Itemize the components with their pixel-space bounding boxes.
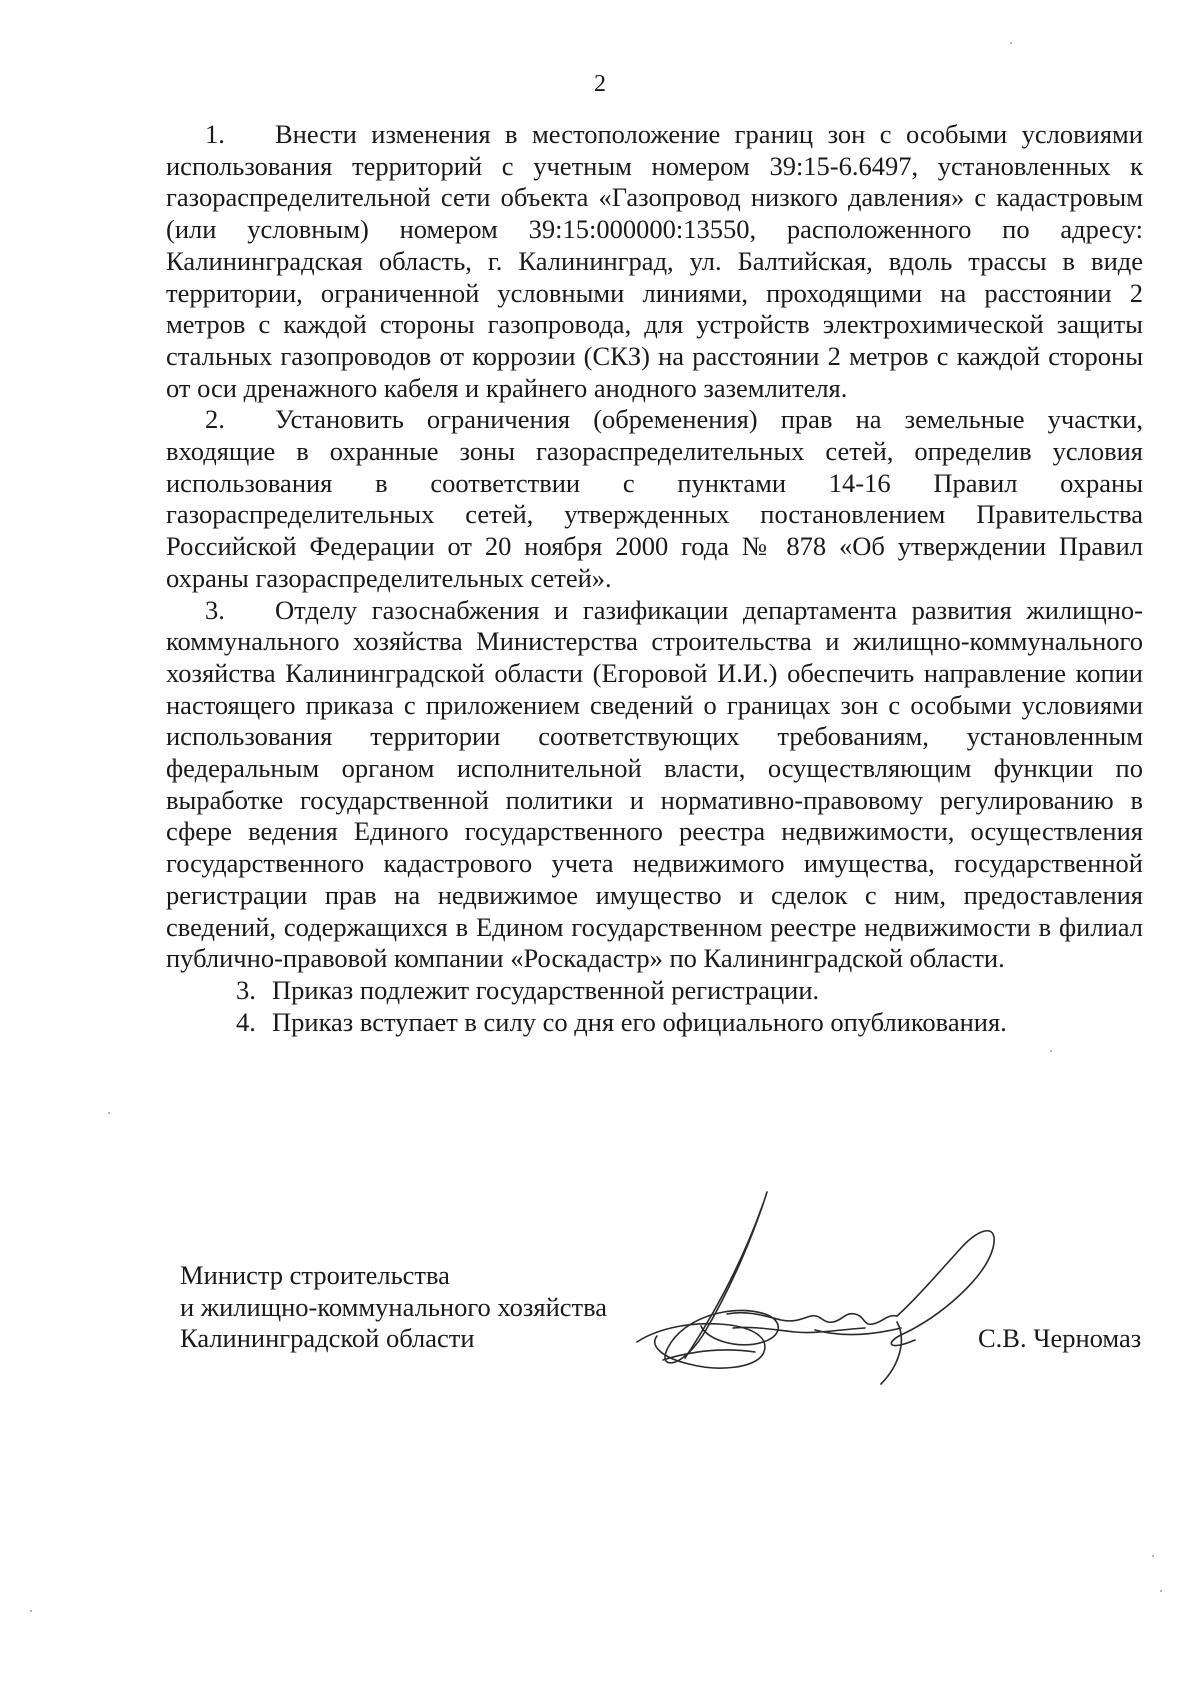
paragraph-number: 3. xyxy=(205,594,225,625)
page-number: 2 xyxy=(594,71,606,97)
signatory-title-line: Калининградской области xyxy=(180,1323,475,1354)
scan-speck xyxy=(1152,1555,1154,1557)
paragraph-text: Отделу газоснабжения и газификации департамента развития жилищно-коммунального хозяйства Министерства строительства и жилищно-коммунального хозяйства Калининградской области (Егоровой И.И.) обеспечить направление копии настоящего приказа с приложением сведений о границах зон с особыми условиями использования территории соответствующих требованиям, установленным федеральным органом исполнительной власти, осуществляющим функции по выработке государственной политики и нормативно-правовому регулированию в сфере ведения Единого государственного реестра недвижимости, осуществления государственного кадастрового учета недвижимого имущества, государственной регистрации прав на недвижимое имущество и сделок с ним, предоставления сведений, содержащихся в Едином государственном реестре недвижимости в филиал публично-правовой компании «Роскадастр» по Калининградской области. xyxy=(166,594,1143,974)
signer-name: С.В. Черномаз xyxy=(978,1323,1142,1353)
paragraph-item-registration xyxy=(166,975,1143,1007)
handwritten-signature-icon xyxy=(615,1190,1035,1400)
paragraph-number: 1. xyxy=(205,119,225,149)
paragraph-item-3 xyxy=(166,595,1143,975)
paragraph-text: Внести изменения в местоположение границ зон с особыми условиями использования территорий с учетным номером 39:15-6.6497, установленных к газораспределительной сети объекта «Газопровод низкого давления» с кадастровым (или условным) номером 39:15:000000:13550, расположенного по адресу: Калининградская область, г. Калининград, ул. Балтийская, вдоль трассы в виде территории, ограниченной условными линиями, проходящими на расстоянии 2 метров с каждой стороны газопровода, для устройств электрохимической защиты стальных газопроводов от коррозии (СКЗ) на расстоянии 2 метров с каждой стороны от оси дренажного кабеля и крайнего анодного заземлителя. xyxy=(166,119,1143,403)
signatory-title xyxy=(180,1260,607,1355)
paragraph-number: 4. xyxy=(236,1006,256,1037)
signatory-title-line: и жилищно-коммунального хозяйства xyxy=(180,1291,608,1322)
paragraph-number: 3. xyxy=(236,974,256,1005)
paragraph-number: 2. xyxy=(205,404,225,435)
paragraph-item-1 xyxy=(166,119,1143,404)
paragraph-item-effective-date xyxy=(166,1007,1143,1039)
paragraph-text: Приказ подлежит государственной регистрации. xyxy=(272,974,820,1005)
scan-speck xyxy=(1050,1050,1052,1052)
scan-speck xyxy=(30,1610,32,1612)
paragraph-item-2 xyxy=(166,404,1143,594)
scan-speck xyxy=(1010,42,1012,44)
document-body xyxy=(166,119,1143,1038)
scan-speck xyxy=(108,1112,110,1114)
signatory-title-line: Министр строительства xyxy=(180,1260,450,1290)
paragraph-text: Установить ограничения (обременения) прав на земельные участки, входящие в охранные зоны газораспределительных сетей, определив условия использования в соответствии с пунктами 14-16 Правил охраны газораспределительных сетей, утвержденных постановлением Правительства Российской Федерации от 20 ноября 2000 года № 878 «Об утверждении Правил охраны газораспределительных сетей». xyxy=(166,404,1143,593)
paragraph-text: Приказ вступает в силу со дня его официального опубликования. xyxy=(272,1006,1007,1037)
scan-speck xyxy=(1160,1590,1162,1592)
